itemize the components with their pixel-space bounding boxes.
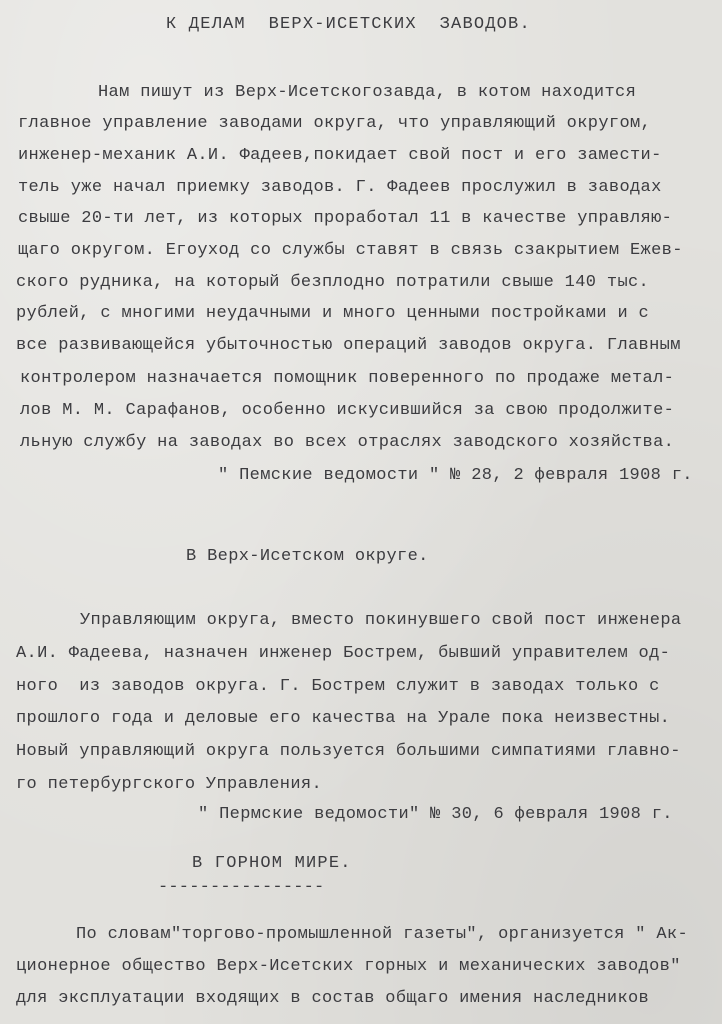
article-heading: К ДЕЛАМ ВЕРХ-ИСЕТСКИХ ЗАВОДОВ. [166, 15, 531, 34]
text-line: ного из заводов округа. Г. Бострем служит в заводах только с [16, 677, 660, 696]
text-line: лов М. М. Сарафанов, особенно искусившийся за свою продолжите- [20, 401, 675, 420]
text-line: Новый управляющий округа пользуется большими симпатиями главно- [16, 742, 681, 761]
text-line: ционерное общество Верх-Исетских горных и механических заводов" [16, 957, 681, 976]
text-line: щаго округом. Егоуход со службы ставят в связь сзакрытием Ежев- [18, 241, 683, 260]
text-line: Нам пишут из Верх-Исетскогозавда, в котом находится [98, 83, 637, 102]
text-line: А.И. Фадеева, назначен инженер Бострем, бывший управителем од- [16, 644, 671, 663]
text-line: свыше 20-ти лет, из которых проработал 11 в качестве управляю- [18, 209, 673, 228]
text-line: прошлого года и деловые его качества на Урале пока неизвестны. [16, 709, 671, 728]
text-line: инженер-механик А.И. Фадеев,покидает свой пост и его замести- [18, 146, 662, 165]
text-line: льную службу на заводах во всех отраслях заводского хозяйства. [20, 433, 675, 452]
text-line: для эксплуатации входящих в состав общаго имения наследников [16, 989, 650, 1008]
text-line: ского рудника, на который безплодно потратили свыше 140 тыс. [16, 273, 650, 292]
text-line: главное управление заводами округа, что управляющий округом, [18, 114, 652, 133]
text-line: контролером назначается помощник поверенного по продаже метал- [20, 369, 675, 388]
article-heading: В ГОРНОМ МИРЕ. [192, 854, 352, 873]
heading-underline: ---------------- [158, 878, 325, 897]
text-line: Управляющим округа, вместо покинувшего свой пост инженера [80, 611, 682, 630]
article-heading: В Верх-Исетском округе. [186, 547, 429, 566]
source-citation: " Пемские ведомости " № 28, 2 февраля 1908 г. [218, 466, 693, 485]
text-line: По словам"торгово-промышленной газеты", организуется " Ак- [76, 925, 688, 944]
text-line: все развивающейся убыточностью операций заводов округа. Главным [16, 336, 681, 355]
text-line: го петербургского Управления. [16, 775, 322, 794]
text-line: тель уже начал приемку заводов. Г. Фадеев прослужил в заводах [18, 178, 662, 197]
text-line: рублей, с многими неудачными и много ценными постройками и с [16, 304, 650, 323]
source-citation: " Пермские ведомости" № 30, 6 февраля 1908 г. [198, 805, 673, 824]
